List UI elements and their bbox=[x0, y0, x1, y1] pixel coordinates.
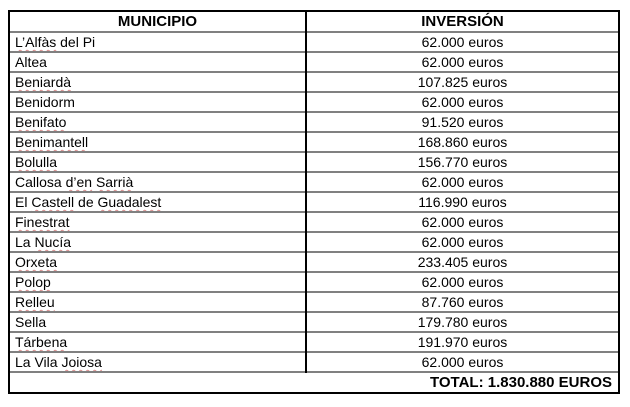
municipality-cell bbox=[10, 292, 306, 312]
misspelled-word: Castell bbox=[31, 194, 75, 210]
misspelled-word: Orxeta bbox=[15, 254, 58, 270]
total-cell: TOTAL: 1.830.880 EUROS bbox=[10, 372, 618, 392]
table-row bbox=[10, 232, 618, 252]
municipality-cell bbox=[10, 332, 306, 352]
word: El bbox=[15, 194, 32, 210]
investment-cell: 156.770 euros bbox=[306, 152, 618, 172]
municipality-cell bbox=[10, 232, 306, 252]
investment-cell: 91.520 euros bbox=[306, 112, 618, 132]
municipality-cell bbox=[10, 192, 306, 212]
word: del Pi bbox=[56, 34, 96, 50]
investment-cell: 62.000 euros bbox=[306, 92, 618, 112]
word: Sella bbox=[15, 314, 47, 330]
municipality-investment-table bbox=[10, 12, 618, 392]
municipality-cell bbox=[10, 272, 306, 292]
word: Benidorm bbox=[15, 94, 75, 110]
word: Callosa bbox=[15, 174, 66, 190]
misspelled-word: Tárbena bbox=[15, 334, 68, 350]
misspelled-word: Benifato bbox=[15, 114, 67, 130]
misspelled-word: Benimantell bbox=[15, 134, 89, 150]
table-row bbox=[10, 52, 618, 72]
municipality-cell bbox=[10, 252, 306, 272]
investment-cell: 62.000 euros bbox=[306, 172, 618, 192]
municipality-cell bbox=[10, 212, 306, 232]
investment-table bbox=[8, 10, 620, 394]
municipality-cell bbox=[10, 312, 306, 332]
table-row bbox=[10, 72, 618, 92]
table-row bbox=[10, 92, 618, 112]
investment-cell: 179.780 euros bbox=[306, 312, 618, 332]
total-row bbox=[10, 372, 618, 392]
word: La bbox=[15, 234, 35, 250]
investment-cell: 233.405 euros bbox=[306, 252, 618, 272]
investment-cell: 168.860 euros bbox=[306, 132, 618, 152]
misspelled-word: Relleu bbox=[15, 294, 55, 310]
table-row bbox=[10, 292, 618, 312]
municipality-cell bbox=[10, 92, 306, 112]
municipality-cell bbox=[10, 152, 306, 172]
municipality-cell bbox=[10, 352, 306, 372]
table-row bbox=[10, 112, 618, 132]
misspelled-word: Nucía bbox=[34, 234, 72, 250]
table-row bbox=[10, 352, 618, 372]
municipality-cell bbox=[10, 52, 306, 72]
word: Altea bbox=[15, 54, 47, 70]
municipality-cell bbox=[10, 72, 306, 92]
misspelled-word: Bolulla bbox=[15, 154, 58, 170]
table-row bbox=[10, 332, 618, 352]
investment-cell: 87.760 euros bbox=[306, 292, 618, 312]
investment-cell: 62.000 euros bbox=[306, 272, 618, 292]
investment-cell: 62.000 euros bbox=[306, 352, 618, 372]
table-row bbox=[10, 192, 618, 212]
municipality-cell bbox=[10, 112, 306, 132]
table-row bbox=[10, 212, 618, 232]
table-row bbox=[10, 312, 618, 332]
misspelled-word: Guadalest bbox=[97, 194, 162, 210]
investment-cell: 191.970 euros bbox=[306, 332, 618, 352]
investment-cell: 62.000 euros bbox=[306, 52, 618, 72]
table-row bbox=[10, 32, 618, 52]
municipality-cell bbox=[10, 32, 306, 52]
misspelled-word: Finestrat bbox=[15, 214, 70, 230]
municipality-cell bbox=[10, 172, 306, 192]
word: La Vila bbox=[15, 354, 62, 370]
table-row bbox=[10, 272, 618, 292]
table-row bbox=[10, 132, 618, 152]
misspelled-word: Sarrià bbox=[95, 174, 134, 190]
investment-cell: 107.825 euros bbox=[306, 72, 618, 92]
investment-cell: 62.000 euros bbox=[306, 212, 618, 232]
misspelled-word: L’Alfàs bbox=[15, 34, 57, 50]
header-row bbox=[10, 12, 618, 32]
column-header-municipio: MUNICIPIO bbox=[10, 12, 306, 32]
misspelled-word: Beniardà bbox=[15, 74, 72, 90]
investment-cell: 116.990 euros bbox=[306, 192, 618, 212]
table-row bbox=[10, 172, 618, 192]
misspelled-word: Polop bbox=[15, 274, 51, 290]
misspelled-word: Joiosa bbox=[61, 354, 102, 370]
word: de bbox=[74, 194, 98, 210]
misspelled-word: d’en bbox=[65, 174, 93, 190]
table-row bbox=[10, 252, 618, 272]
municipality-cell bbox=[10, 132, 306, 152]
investment-cell: 62.000 euros bbox=[306, 232, 618, 252]
column-header-inversion: INVERSIÓN bbox=[421, 13, 504, 30]
table-row bbox=[10, 152, 618, 172]
investment-cell: 62.000 euros bbox=[306, 32, 618, 52]
